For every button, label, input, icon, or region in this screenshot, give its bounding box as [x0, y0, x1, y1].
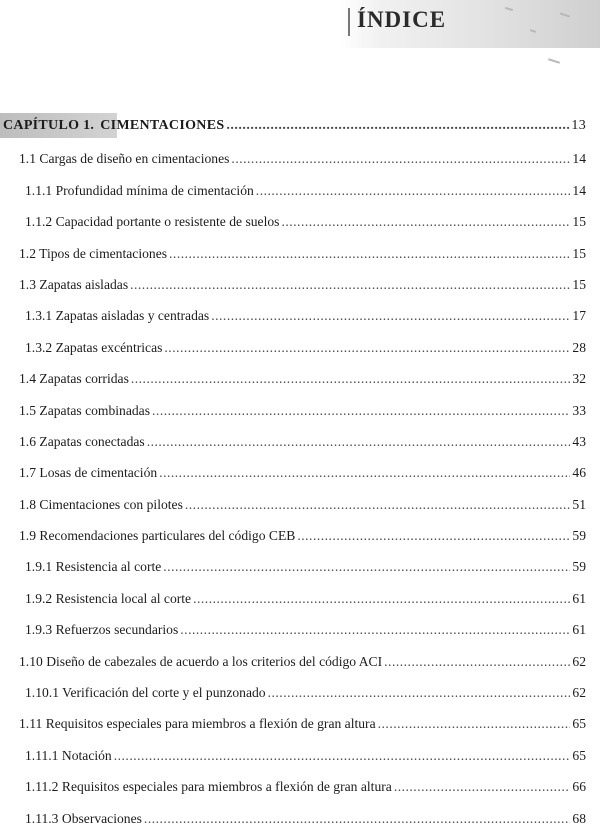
dot-leader: [185, 497, 571, 513]
toc-entry-number: 1.1: [19, 151, 36, 167]
toc-page-number: 33: [572, 402, 586, 418]
toc-entry-title: Zapatas excéntricas: [55, 339, 163, 355]
toc-entry-number: 1.3: [19, 276, 36, 292]
toc-entry[interactable]: [0, 644, 600, 675]
dot-leader: [226, 118, 569, 134]
toc-chapter-1[interactable]: [0, 110, 600, 141]
page-title: ÍNDICE: [357, 7, 447, 32]
toc-entry-title: Requisitos especiales para miembros a flexión de gran altura: [61, 779, 392, 795]
toc-entry-label: [19, 371, 129, 387]
toc-entry-number: 1.6: [19, 433, 36, 449]
toc-entry-number: 1.10.1: [25, 685, 59, 701]
toc-entry-number: 1.3.2: [25, 339, 53, 355]
toc-entry-title: Observaciones: [61, 810, 142, 826]
toc-entry[interactable]: [0, 549, 600, 580]
toc-entry-number: 1.2: [19, 245, 36, 261]
toc-entry-title: Zapatas aisladas: [39, 276, 129, 292]
toc-entry[interactable]: [0, 738, 600, 769]
toc-page-number: 15: [572, 276, 586, 292]
toc-page-number: 43: [572, 433, 586, 449]
toc-entry-label: [19, 497, 183, 513]
toc-entry-number: 1.1.1: [25, 182, 53, 198]
dot-leader: [152, 403, 570, 419]
toc-entry[interactable]: [0, 298, 600, 329]
toc-entry[interactable]: [0, 173, 600, 204]
toc-entry-title: Recomendaciones particulares del código CEB: [39, 528, 296, 544]
toc-entry-title: Losas de cimentación: [39, 465, 158, 481]
toc-entry[interactable]: [0, 424, 600, 455]
toc-entry-label: [3, 118, 224, 134]
toc-page-number: 59: [572, 559, 586, 575]
toc-entry[interactable]: [0, 330, 600, 361]
dot-leader: [144, 811, 570, 827]
dot-leader: [131, 371, 571, 387]
toc-entry-label: [25, 340, 162, 356]
toc-entry-number: 1.9.1: [25, 559, 53, 575]
toc-entry-title: Resistencia local al corte: [55, 590, 192, 606]
dot-leader: [394, 779, 571, 795]
toc-entry-title: Resistencia al corte: [55, 559, 162, 575]
toc-entry-label: [19, 434, 145, 450]
toc-entry[interactable]: [0, 267, 600, 298]
toc-entry-label: [19, 654, 382, 670]
toc-page-number: 13: [571, 117, 586, 133]
toc-page-number: 62: [572, 653, 586, 669]
toc-entry-title: Profundidad mínima de cimentación: [55, 182, 254, 198]
toc-entry-number: 1.8: [19, 496, 36, 512]
toc-page-number: 51: [572, 496, 586, 512]
dot-leader: [130, 277, 570, 293]
dot-leader: [180, 622, 570, 638]
dot-leader: [281, 214, 570, 230]
toc-entry-label: [25, 622, 178, 638]
toc-entry[interactable]: [0, 612, 600, 643]
toc-page-number: 46: [572, 465, 586, 481]
dot-leader: [163, 559, 570, 575]
toc-page-number: 28: [572, 339, 586, 355]
toc-entry[interactable]: [0, 361, 600, 392]
toc-entry-number: 1.9.3: [25, 622, 53, 638]
toc-page-number: 62: [572, 685, 586, 701]
toc-entry-label: [19, 246, 167, 262]
toc-entry-number: CAPÍTULO 1.: [3, 117, 95, 133]
toc-page-number: 61: [572, 590, 586, 606]
toc-entry-number: 1.7: [19, 465, 36, 481]
toc-entry-number: 1.10: [19, 653, 43, 669]
toc-entry[interactable]: [0, 518, 600, 549]
toc-entry-number: 1.11.3: [25, 810, 59, 826]
dot-leader: [159, 465, 570, 481]
toc-entry-number: 1.9.2: [25, 590, 53, 606]
toc-entry-title: Diseño de cabezales de acuerdo a los criterios del código ACI: [46, 653, 383, 669]
dot-leader: [147, 434, 571, 450]
toc-page-number: 14: [572, 182, 586, 198]
toc-page-number: 15: [572, 245, 586, 261]
toc-entry-label: [25, 779, 392, 795]
toc-entry-label: [19, 528, 295, 544]
toc-entry[interactable]: [0, 141, 600, 172]
toc-entry-number: 1.1.2: [25, 214, 53, 230]
toc-entry[interactable]: [0, 706, 600, 737]
toc-entry[interactable]: [0, 581, 600, 612]
toc-entry-title: Tipos de cimentaciones: [39, 245, 168, 261]
toc-entry[interactable]: [0, 801, 600, 832]
toc-entry-label: [25, 685, 266, 701]
toc-entry-number: 1.9: [19, 528, 36, 544]
toc-entry-title: Requisitos especiales para miembros a flexión de gran altura: [45, 716, 376, 732]
toc-entry[interactable]: [0, 236, 600, 267]
toc-entry-title: Refuerzos secundarios: [55, 622, 179, 638]
toc-entry-label: [19, 465, 157, 481]
toc-entry-title: Cimentaciones con pilotes: [39, 496, 183, 512]
header-divider: [348, 8, 350, 36]
toc-entry-label: [19, 151, 229, 167]
dot-leader: [256, 183, 571, 199]
toc-page-number: 14: [572, 151, 586, 167]
dot-leader: [384, 654, 570, 670]
header-speck: [548, 58, 560, 64]
table-of-contents: [0, 110, 600, 832]
toc-entry-number: 1.11: [19, 716, 43, 732]
toc-entry-number: 1.11.2: [25, 779, 59, 795]
dot-leader: [268, 685, 571, 701]
toc-entry-label: [25, 183, 254, 199]
dot-leader: [193, 591, 570, 607]
toc-entry-label: [25, 591, 191, 607]
toc-entry[interactable]: [0, 769, 600, 800]
dot-leader: [378, 716, 571, 732]
toc-entry-label: [25, 748, 112, 764]
toc-entry-title: Verificación del corte y el punzonado: [62, 685, 266, 701]
toc-entry-number: 1.11.1: [25, 747, 59, 763]
toc-page-number: 68: [572, 810, 586, 826]
toc-entry-title: Cargas de diseño en cimentaciones: [39, 151, 230, 167]
toc-entry[interactable]: [0, 455, 600, 486]
toc-entry-label: [25, 811, 142, 827]
toc-page-number: 65: [572, 716, 586, 732]
toc-entry[interactable]: [0, 487, 600, 518]
toc-entry-label: [19, 403, 150, 419]
toc-entry-title: Notación: [61, 747, 112, 763]
dot-leader: [114, 748, 571, 764]
toc-entry-number: 1.3.1: [25, 308, 53, 324]
toc-entry-title: CIMENTACIONES: [100, 117, 225, 133]
toc-entry-number: 1.4: [19, 371, 36, 387]
toc-page-number: 61: [572, 622, 586, 638]
dot-leader: [231, 151, 570, 167]
dot-leader: [164, 340, 570, 356]
toc-entry-label: [19, 277, 128, 293]
toc-entry-title: Capacidad portante o resistente de suelos: [55, 214, 280, 230]
toc-page-number: 66: [572, 779, 586, 795]
dot-leader: [297, 528, 570, 544]
toc-entry-title: Zapatas conectadas: [39, 433, 145, 449]
toc-entry[interactable]: [0, 204, 600, 235]
toc-entry-label: [19, 716, 376, 732]
toc-entry-title: Zapatas aisladas y centradas: [55, 308, 210, 324]
toc-page-number: 59: [572, 528, 586, 544]
toc-page-number: 17: [572, 308, 586, 324]
toc-page-number: 32: [572, 371, 586, 387]
toc-entry-title: Zapatas corridas: [39, 371, 129, 387]
toc-entry-number: 1.5: [19, 402, 36, 418]
toc-entry[interactable]: [0, 675, 600, 706]
toc-page-number: 15: [572, 214, 586, 230]
toc-page-number: 65: [572, 747, 586, 763]
dot-leader: [169, 246, 570, 262]
toc-entry-title: Zapatas combinadas: [39, 402, 151, 418]
toc-entry-label: [25, 214, 279, 230]
toc-entry-label: [25, 308, 209, 324]
toc-entry[interactable]: [0, 393, 600, 424]
dot-leader: [211, 308, 570, 324]
toc-entry-label: [25, 559, 161, 575]
